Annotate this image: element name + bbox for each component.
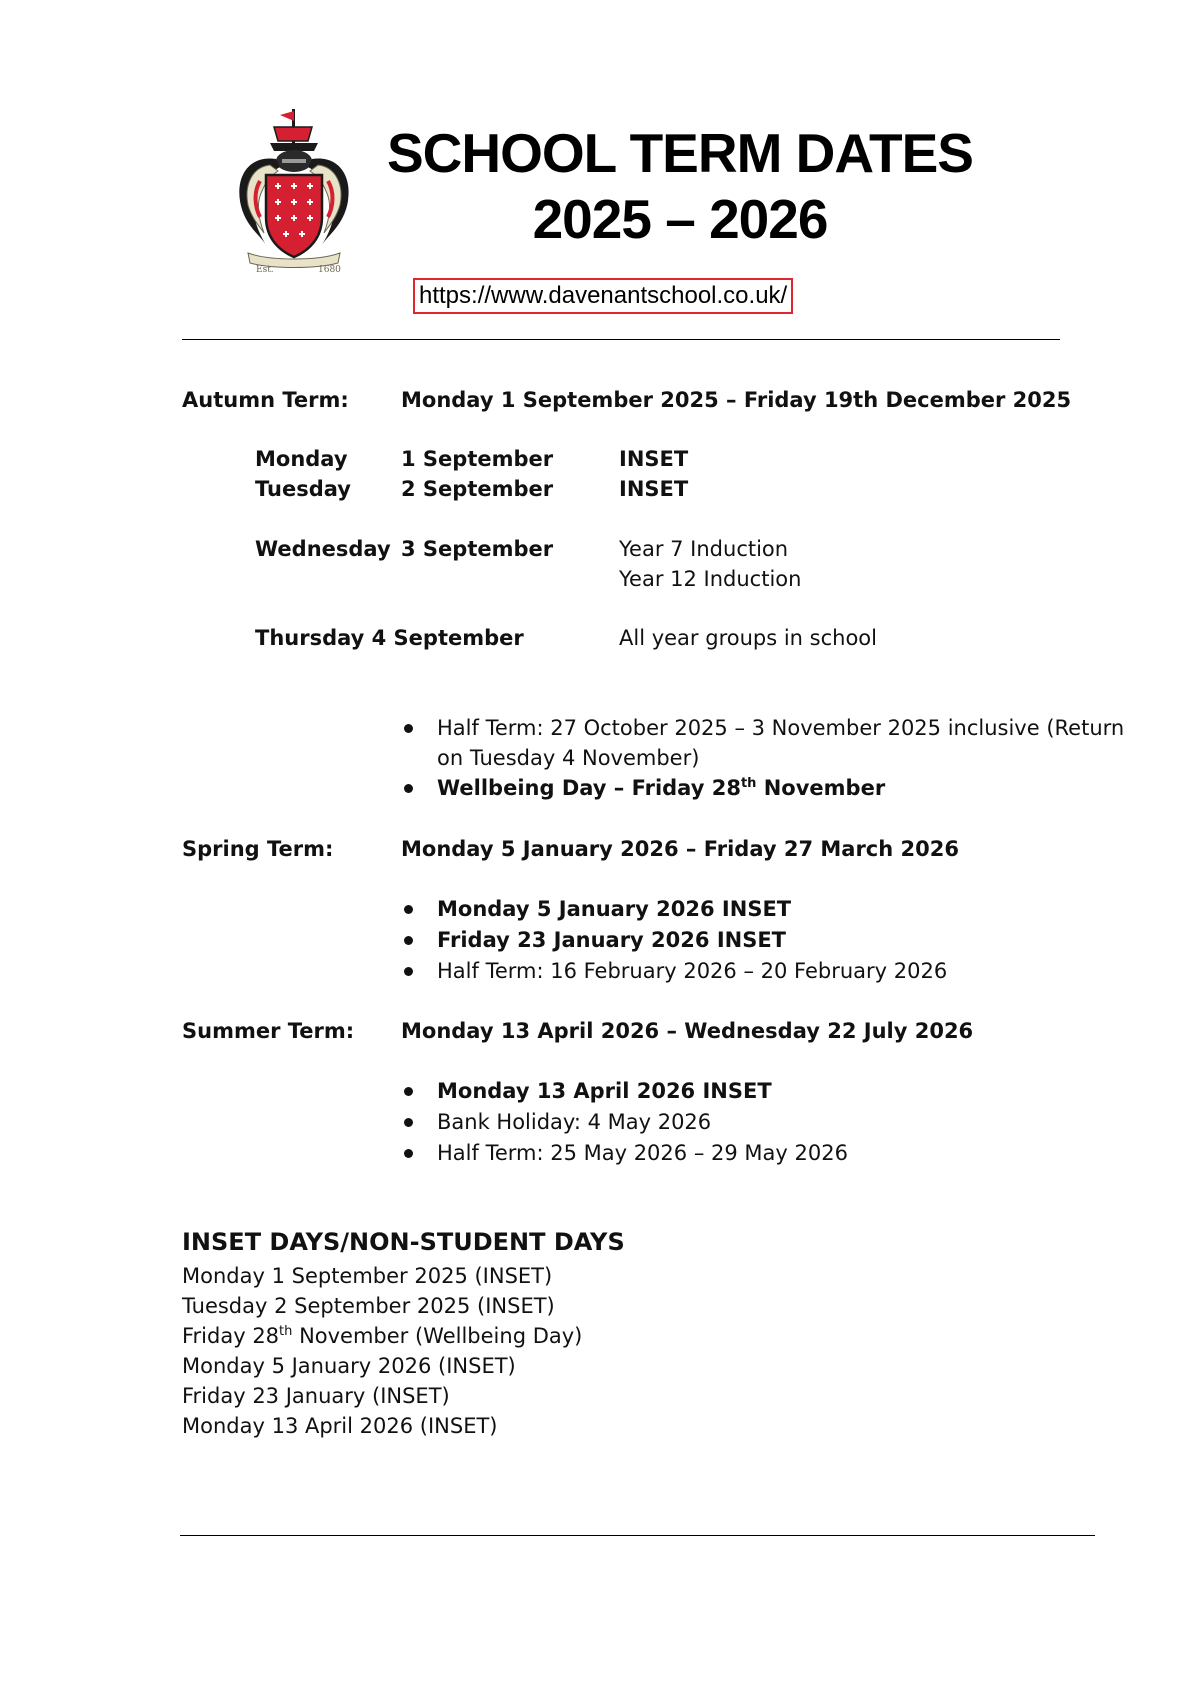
inset-day-item: Monday 1 September 2025 (INSET) bbox=[182, 1264, 553, 1288]
svg-text:Est.: Est. bbox=[256, 265, 274, 275]
autumn-row-date: 2 September bbox=[401, 477, 554, 501]
page-title-years: 2025 – 2026 bbox=[532, 188, 828, 250]
school-crest-icon bbox=[230, 105, 360, 275]
autumn-row-day: Monday bbox=[255, 447, 348, 471]
bullet-icon bbox=[404, 967, 413, 976]
inset-days-heading: INSET DAYS/NON-STUDENT DAYS bbox=[182, 1228, 625, 1256]
bullet-icon bbox=[404, 784, 413, 793]
bullet-icon bbox=[404, 936, 413, 945]
autumn-half-term: Half Term: 27 October 2025 – 3 November 2025 inclusive (Return bbox=[437, 716, 1125, 740]
svg-text:1680: 1680 bbox=[318, 265, 341, 275]
list-item: Half Term: 16 February 2026 – 20 February 2026 bbox=[437, 959, 948, 983]
inset-day-item: Friday 28th November (Wellbeing Day) bbox=[182, 1324, 583, 1348]
footer-divider bbox=[180, 1535, 1095, 1536]
bullet-icon bbox=[404, 724, 413, 733]
inset-day-item: Tuesday 2 September 2025 (INSET) bbox=[182, 1294, 555, 1318]
bullet-icon bbox=[404, 1087, 413, 1096]
autumn-half-term-cont: on Tuesday 4 November) bbox=[437, 746, 700, 770]
spring-term-range: Monday 5 January 2026 – Friday 27 March 2026 bbox=[401, 837, 959, 861]
autumn-row-event: INSET bbox=[619, 477, 689, 501]
autumn-row-event: INSET bbox=[619, 447, 689, 471]
autumn-row-event: Year 7 Induction bbox=[619, 537, 789, 561]
autumn-first-full-day: Thursday 4 September bbox=[255, 626, 524, 650]
bullet-icon bbox=[404, 1118, 413, 1127]
inset-day-item: Friday 23 January (INSET) bbox=[182, 1384, 450, 1408]
autumn-term-label: Autumn Term: bbox=[182, 388, 349, 412]
bullet-icon bbox=[404, 905, 413, 914]
list-item: Friday 23 January 2026 INSET bbox=[437, 928, 787, 952]
summer-term-label: Summer Term: bbox=[182, 1019, 355, 1043]
header-divider bbox=[182, 339, 1060, 340]
list-item: Monday 5 January 2026 INSET bbox=[437, 897, 792, 921]
bullet-icon bbox=[404, 1149, 413, 1158]
autumn-term-range: Monday 1 September 2025 – Friday 19th December 2025 bbox=[401, 388, 1072, 412]
autumn-row-date: 3 September bbox=[401, 537, 554, 561]
list-item: Bank Holiday: 4 May 2026 bbox=[437, 1110, 712, 1134]
autumn-row-day: Wednesday bbox=[255, 537, 391, 561]
list-item: Monday 13 April 2026 INSET bbox=[437, 1079, 772, 1103]
list-item: Half Term: 25 May 2026 – 29 May 2026 bbox=[437, 1141, 848, 1165]
school-website-link[interactable]: https://www.davenantschool.co.uk/ bbox=[413, 278, 793, 314]
autumn-row-day: Tuesday bbox=[255, 477, 351, 501]
inset-day-item: Monday 5 January 2026 (INSET) bbox=[182, 1354, 516, 1378]
inset-day-item: Monday 13 April 2026 (INSET) bbox=[182, 1414, 498, 1438]
page-title: SCHOOL TERM DATES bbox=[387, 122, 973, 184]
autumn-wellbeing-day: Wellbeing Day – Friday 28th November bbox=[437, 776, 886, 800]
spring-term-label: Spring Term: bbox=[182, 837, 334, 861]
autumn-first-full-day-event: All year groups in school bbox=[619, 626, 877, 650]
autumn-row-date: 1 September bbox=[401, 447, 554, 471]
summer-term-range: Monday 13 April 2026 – Wednesday 22 July 2026 bbox=[401, 1019, 974, 1043]
autumn-row-event-secondary: Year 12 Induction bbox=[619, 567, 802, 591]
